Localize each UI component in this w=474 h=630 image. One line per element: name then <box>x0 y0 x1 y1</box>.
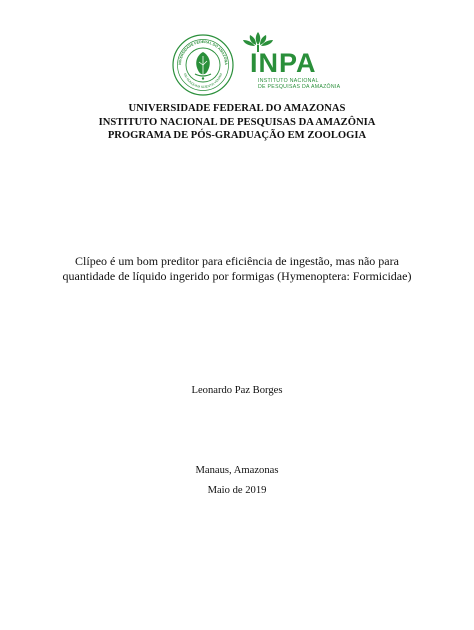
institution-line-1: UNIVERSIDADE FEDERAL DO AMAZONAS <box>128 103 346 114</box>
institution-header <box>0 102 474 143</box>
ufam-seal-logo <box>172 34 234 96</box>
institution-line-3: PROGRAMA DE PÓS-GRADUAÇÃO EM ZOOLOGIA <box>107 130 367 141</box>
institution-line-2: INSTITUTO NACIONAL DE PESQUISAS DA AMAZÔNIA <box>98 116 376 128</box>
logo-row <box>0 28 474 98</box>
title-line-2: quantidade de líquido ingerido por formigas (Hymenoptera: Formicidae) <box>62 269 412 283</box>
location: Manaus, Amazonas <box>195 465 279 476</box>
inpa-subtitle: INSTITUTO NACIONAL DE PESQUISAS DA AMAZÔNIA <box>258 78 341 90</box>
date: Maio de 2019 <box>207 485 267 496</box>
author-name: Leonardo Paz Borges <box>191 385 283 396</box>
inpa-wordmark: INPA <box>250 48 317 78</box>
inpa-logo <box>236 28 341 98</box>
thesis-title <box>40 254 434 284</box>
title-line-1: Clípeo é um bom preditor para eficiência de ingestão, mas não para <box>75 254 399 268</box>
svg-text:EM NUNQUAM SCIENTIA VENIAM: EM NUNQUAM SCIENTIA VENIAM <box>182 72 224 90</box>
svg-text:UNIVERSIDADE FEDERAL DO AMAZON: NIVERSIDADE FEDERAL DO AMAZONA <box>177 39 229 66</box>
